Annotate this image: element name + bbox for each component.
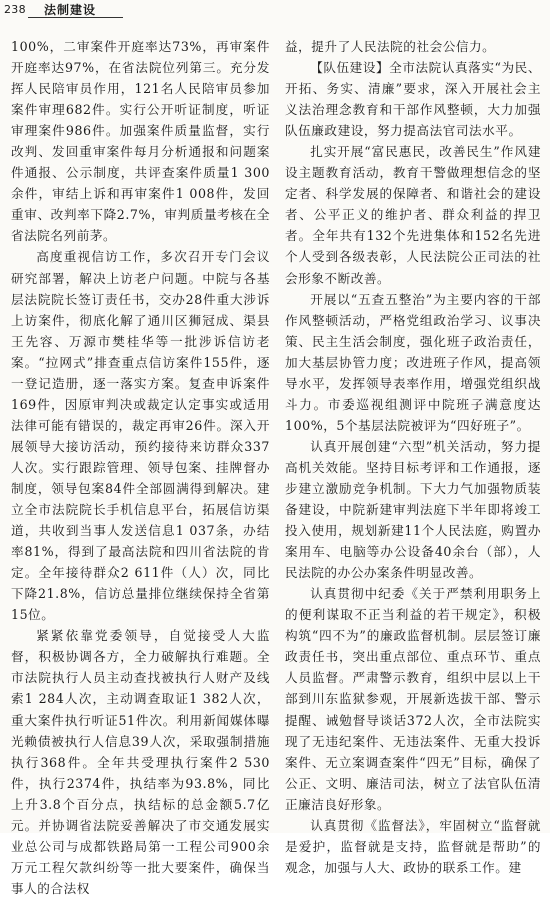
paragraph: 认真贯彻《监督法》，牢固树立“监督就是爱护，监督就是支持，监督就是帮助”的观念，加强与人大、政协的联系工作。建 xyxy=(285,817,541,875)
paragraph: 益，提升了人民法院的社会公信力。 xyxy=(285,39,496,54)
paragraph: 高度重视信访工作，多次召开专门会议研究部署，解决上访老户问题。中院与各基层法院院长签订责任书，交办28件重大涉诉上访案件，彻底化解了通川区狮冠成、渠县王先容、万源市樊桂华等一批涉诉信访老案。“拉网式”排查重点信访案件155件，逐一登记造册，逐一落实方案。复查申诉案件169件，因原审判决或裁定认定事实或适用法律可能有错误的，裁定再审26件。深入开展领导大接访活动，预约接待来访群众337人次。实行跟踪管理、领导包案、挂牌督办制度，领导包案84件全部圆满得到解决。建立全市法院院长手机信息平台，拓展信访渠道，共收到当事人发送信息1 037条，办结率81%，得到了最高法院和四川省法院的肯定。全年接待群众2 611件（人）次，同比下降21.8%，信访总量排位继续保持全省第15位。 xyxy=(11,249,270,623)
paragraph: 紧紧依靠党委领导，自觉接受人大监督，积极协调各方，全力破解执行难题。全市法院执行人员主动查找被执行人财产及线索1 284人次，主动调查取证1 382人次，重大案件执行听证51件次。利用新闻媒体曝光赖债被执行人信息39人次，采取强制措施执行368件。全年共受理执行案件2 530件，执行2374件，执结率为93.8%，同比上升3.8个百分点，执结标的总金额5.7亿元。并协调省法院妥善解决了市交通发展实业总公司与成都铁路局第一工程公司900余万元工程欠款纠纷等一批大要案件，确保当事人的合法权 xyxy=(11,628,270,896)
page-number: 238 xyxy=(4,3,26,16)
right-column xyxy=(285,36,541,878)
paragraph: 开展以“五查五整治”为主要内容的干部作风整顿活动，严格党组政治学习、议事决策、民主生活会制度，强化班子政治责任，加大基层协管力度；改进班子作风，提高领导水平，发挥领导表率作用，增强党组织战斗力。市委巡视组测评中院班子满意度达100%，5个基层法院被评为“四好班子”。 xyxy=(285,291,541,433)
paragraph: 认真开展创建“六型”机关活动，努力提高机关效能。坚持目标考评和工作通报，逐步建立激励竞争机制。下大力气加强物质装备建设，中院新建审判法庭下半年即将竣工投入使用，规划新建11个人民法庭，购置办案用车、电脑等办公设备40余台（部），人民法院的办公办案条件明显改善。 xyxy=(285,438,541,581)
page-header xyxy=(4,0,164,20)
paragraph: 【队伍建设】全市法院认真落实“为民、开拓、务实、清廉”要求，深入开展社会主义法治理念教育和干部作风整顿，大力加强队伍廉政建设，努力提高法官司法水平。 xyxy=(285,60,541,139)
paragraph: 扎实开展“富民惠民，改善民生”作风建设主题教育活动，教育干警做理想信念的坚定者、科学发展的保障者、和谐社会的建设者、公平正义的维护者、群众利益的捍卫者。全年共有132个先进集体和152名先进个人受到各级表彰，人民法院公正司法的社会形象不断改善。 xyxy=(285,144,541,286)
section-title: 法制建设 xyxy=(44,3,97,17)
paragraph: 100%，二审案件开庭率达73%，再审案件开庭率达97%，在省法院位列第三。充分发挥人民陪审员作用，121名人民陪审员参加案件审理682件。实行公开听证制度，听证审理案件986件。加强案件质量监督，实行改判、发回重审案件每月分析通报和问题案件通报、公示制度，共评查案件质量1 300余件，审结上诉和再审案件1 008件，发回重审、改判率下降2.7%，审判质量考核在全省法院名列前茅。 xyxy=(11,39,270,244)
paragraph: 认真贯彻中纪委《关于严禁利用职务上的便利谋取不正当利益的若干规定》，积极构筑“四不为”的廉政监督机制。层层签订廉政责任书，突出重点部位、重点环节、重点人员监督。严肃警示教育，组织中层以上干部到川东监狱参观，开展新选拔干部、警示提醒、诫勉督导谈话372人次，全市法院实现了无违纪案件、无违法案件、无重大投诉案件、无立案调查案件“四无”目标，确保了公正、文明、廉洁司法，树立了法官队伍清正廉洁良好形象。 xyxy=(285,586,541,812)
left-column xyxy=(11,36,270,899)
header-rule xyxy=(28,17,123,18)
